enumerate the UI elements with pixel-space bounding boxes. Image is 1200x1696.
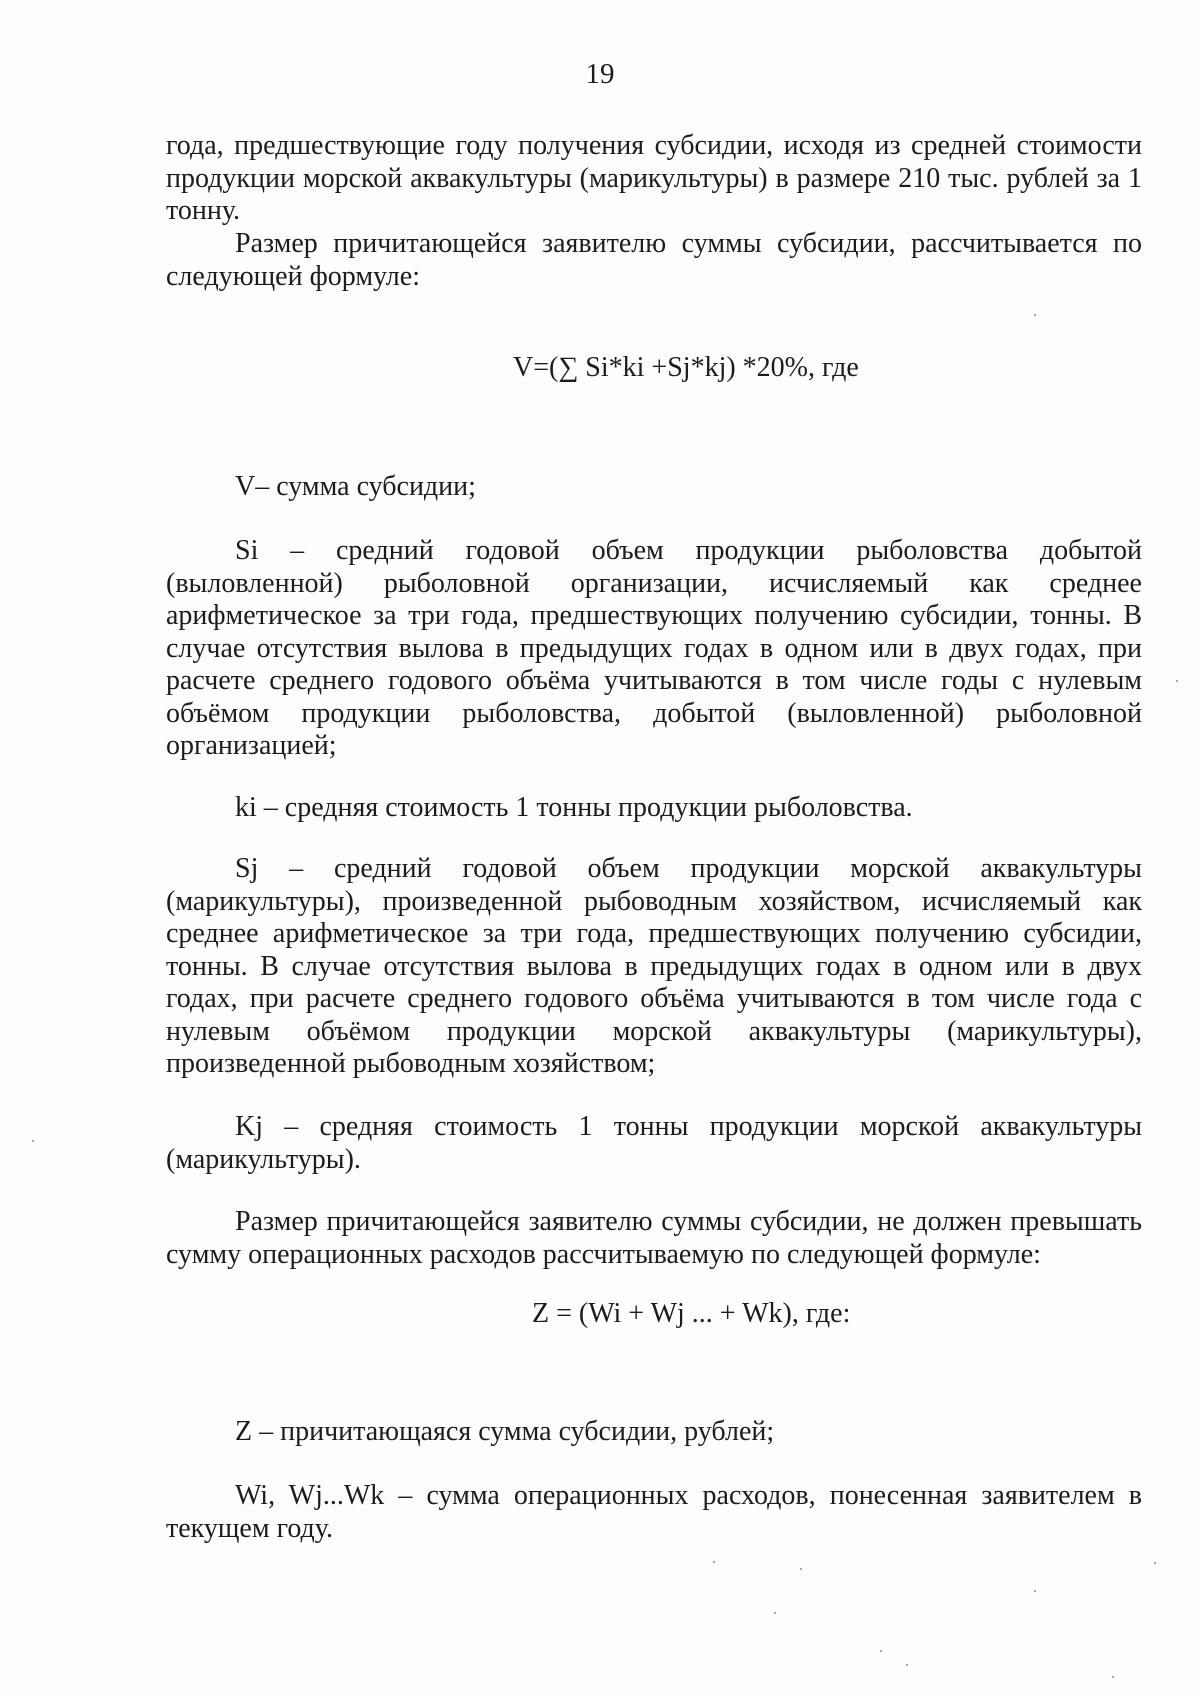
definition-z: Z – причитающаяся сумма субсидии, рублей; — [235, 1416, 775, 1447]
definition-v: V– сумма субсидии; — [235, 471, 476, 502]
scan-speck — [32, 1140, 34, 1142]
definition-si: Si – средний годовой объем продукции рыболовства добытой (выловленной) рыболовной организации, исчисляемый как среднее арифметическое за три года, предшествующих получению субсидии, тонны. В случае отсутствия вылова в предыдущих годах в одном или в двух годах, при расчете среднего годового объёма учитываются в том числе годы с нулевым объёмом продукции рыболовства, добытой (выловленной) рыболовной организацией; — [166, 535, 1142, 761]
scan-speck — [1034, 1590, 1036, 1592]
scan-speck — [1112, 1676, 1114, 1678]
formula-v: V=(∑ Si*ki +Sj*kj) *20%, где — [513, 352, 859, 383]
formula-z: Z = (Wi + Wj ... + Wk), где: — [532, 1298, 851, 1329]
paragraph-limit: Размер причитающейся заявителю суммы субсидии, не должен превышать сумму операционных расходов рассчитываемую по следующей формуле: — [166, 1206, 1142, 1270]
scan-speck — [880, 1650, 882, 1652]
scan-speck — [1154, 1562, 1156, 1564]
definition-w: Wi, Wj...Wk – сумма операционных расходов, понесенная заявителем в текущем году. — [166, 1480, 1142, 1544]
scan-speck — [906, 1664, 908, 1666]
definition-kj: Kj – средняя стоимость 1 тонны продукции морской аквакультуры (марикультуры). — [166, 1111, 1142, 1175]
paragraph-continuation: года, предшествующие году получения субсидии, исходя из средней стоимости продукции морской аквакультуры (марикультуры) в размере 210 тыс. рублей за 1 тонну. — [166, 130, 1142, 226]
scan-speck — [713, 1561, 715, 1563]
scan-speck — [1176, 680, 1178, 682]
page-number: 19 — [585, 58, 615, 90]
definition-sj: Sj – средний годовой объем продукции морской аквакультуры (марикультуры), произведенной рыбоводным хозяйством, исчисляемый как среднее арифметическое за три года, предшествующих получению субсидии, тонны. В случае отсутствия вылова в предыдущих годах в одном или в двух годах, при расчете среднего годового объёма учитываются в том числе года с нулевым объёмом продукции морской аквакультуры (марикультуры), произведенной рыбоводным хозяйством; — [166, 853, 1142, 1079]
scan-speck — [774, 1612, 776, 1614]
definition-ki: ki – средняя стоимость 1 тонны продукции рыболовства. — [235, 792, 913, 823]
paragraph-formula-intro: Размер причитающейся заявителю суммы субсидии, рассчитывается по следующей формуле: — [166, 228, 1142, 292]
scan-speck — [800, 1568, 802, 1570]
scan-speck — [1034, 314, 1036, 316]
